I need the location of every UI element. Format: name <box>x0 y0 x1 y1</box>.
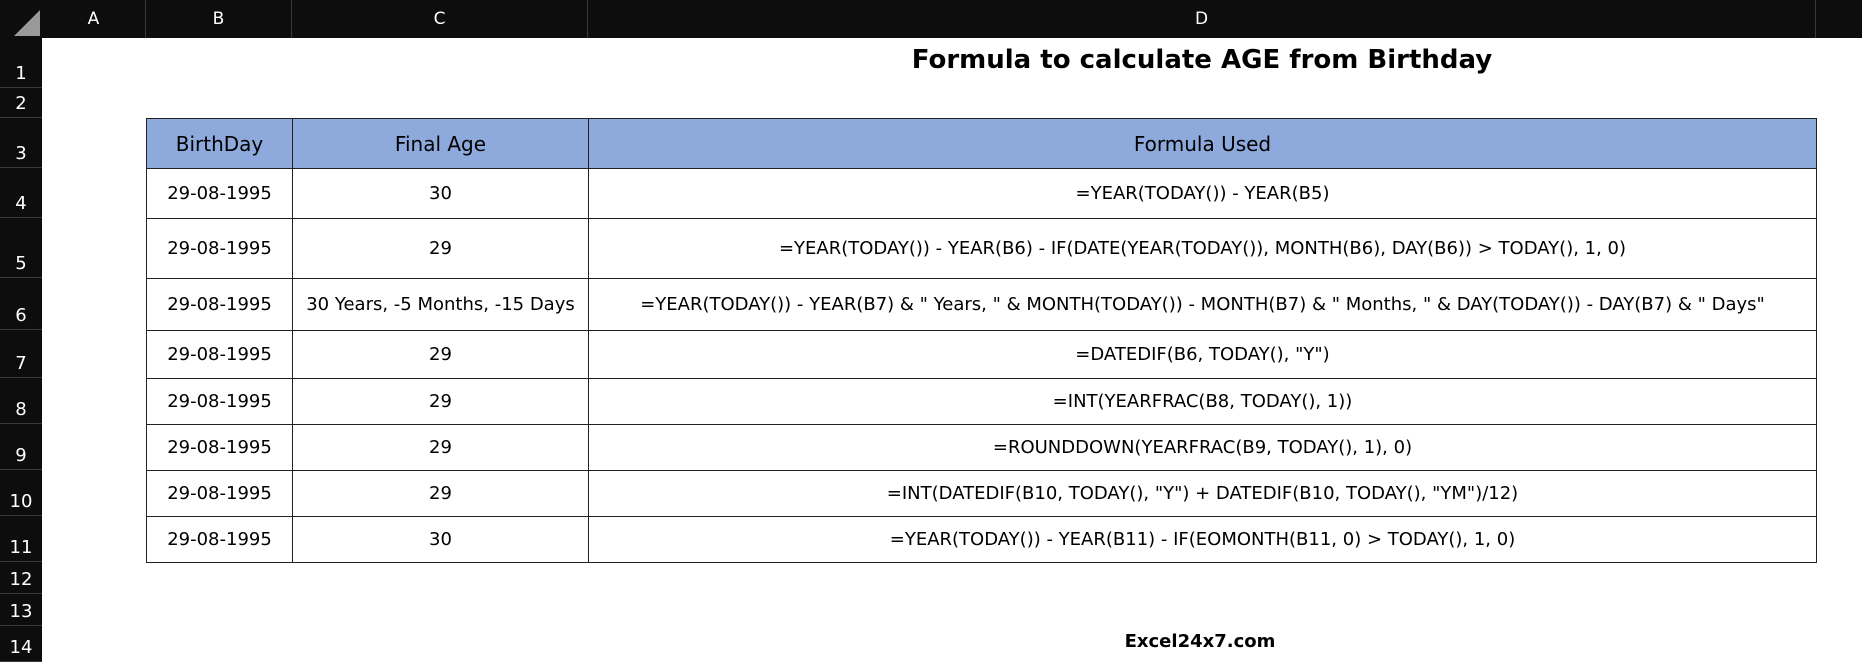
age-cell[interactable]: 29 <box>293 379 589 425</box>
column-header-b[interactable]: B <box>146 0 292 38</box>
row-header[interactable]: 9 <box>0 424 42 470</box>
row-header[interactable]: 6 <box>0 278 42 330</box>
column-header-c[interactable]: C <box>292 0 588 38</box>
table-row <box>147 169 1817 219</box>
table-row <box>147 279 1817 331</box>
birthday-cell[interactable]: 29-08-1995 <box>147 471 293 517</box>
row-header[interactable]: 8 <box>0 378 42 424</box>
age-cell[interactable]: 30 Years, -5 Months, -15 Days <box>293 279 589 331</box>
footer-watermark[interactable]: Excel24x7.com <box>1124 630 1276 652</box>
row-header[interactable]: 10 <box>0 470 42 516</box>
age-cell[interactable]: 29 <box>293 219 589 279</box>
formula-cell[interactable]: =INT(DATEDIF(B10, TODAY(), "Y") + DATEDIF(B10, TODAY(), "YM")/12) <box>589 471 1817 517</box>
row-header[interactable]: 11 <box>0 516 42 562</box>
formula-cell[interactable]: =INT(YEARFRAC(B8, TODAY(), 1)) <box>589 379 1817 425</box>
header-formula-used[interactable]: Formula Used <box>589 119 1817 169</box>
table-row <box>147 425 1817 471</box>
sheet-title[interactable]: Formula to calculate AGE from Birthday <box>911 45 1493 75</box>
table-row <box>147 379 1817 425</box>
table-row <box>147 517 1817 563</box>
table-row <box>147 219 1817 279</box>
row-header-bar <box>0 38 42 662</box>
age-cell[interactable]: 30 <box>293 169 589 219</box>
birthday-cell[interactable]: 29-08-1995 <box>147 279 293 331</box>
formula-cell[interactable]: =YEAR(TODAY()) - YEAR(B7) & " Years, " & MONTH(TODAY()) - MONTH(B7) & " Months, " & DAY(TODAY()) - DAY(B7) & " Days" <box>589 279 1817 331</box>
birthday-cell[interactable]: 29-08-1995 <box>147 517 293 563</box>
formula-cell[interactable]: =YEAR(TODAY()) - YEAR(B11) - IF(EOMONTH(B11, 0) > TODAY(), 1, 0) <box>589 517 1817 563</box>
column-header-d[interactable]: D <box>588 0 1816 38</box>
age-cell[interactable]: 29 <box>293 471 589 517</box>
row-header[interactable]: 5 <box>0 218 42 278</box>
formula-cell[interactable]: =ROUNDDOWN(YEARFRAC(B9, TODAY(), 1), 0) <box>589 425 1817 471</box>
row-header[interactable]: 14 <box>0 626 42 662</box>
row-header[interactable]: 4 <box>0 168 42 218</box>
header-birthday[interactable]: BirthDay <box>147 119 293 169</box>
birthday-cell[interactable]: 29-08-1995 <box>147 219 293 279</box>
birthday-cell[interactable]: 29-08-1995 <box>147 425 293 471</box>
formula-cell[interactable]: =DATEDIF(B6, TODAY(), "Y") <box>589 331 1817 379</box>
table-row <box>147 331 1817 379</box>
row-header[interactable]: 1 <box>0 38 42 88</box>
birthday-cell[interactable]: 29-08-1995 <box>147 169 293 219</box>
select-all-icon <box>0 0 42 38</box>
formula-cell[interactable]: =YEAR(TODAY()) - YEAR(B6) - IF(DATE(YEAR(TODAY()), MONTH(B6), DAY(B6)) > TODAY(), 1, 0) <box>589 219 1817 279</box>
table-row <box>147 471 1817 517</box>
row-header[interactable]: 12 <box>0 562 42 594</box>
age-cell[interactable]: 29 <box>293 331 589 379</box>
age-cell[interactable]: 30 <box>293 517 589 563</box>
formula-cell[interactable]: =YEAR(TODAY()) - YEAR(B5) <box>589 169 1817 219</box>
birthday-cell[interactable]: 29-08-1995 <box>147 379 293 425</box>
row-header[interactable]: 3 <box>0 118 42 168</box>
header-final-age[interactable]: Final Age <box>293 119 589 169</box>
table-header-row <box>147 119 1817 169</box>
row-header[interactable]: 13 <box>0 594 42 626</box>
row-header[interactable]: 2 <box>0 88 42 118</box>
select-all-corner[interactable] <box>0 0 42 38</box>
age-formula-table <box>146 118 1817 563</box>
column-header-bar <box>42 0 1862 38</box>
birthday-cell[interactable]: 29-08-1995 <box>147 331 293 379</box>
row-header[interactable]: 7 <box>0 330 42 378</box>
column-header-a[interactable]: A <box>42 0 146 38</box>
age-cell[interactable]: 29 <box>293 425 589 471</box>
